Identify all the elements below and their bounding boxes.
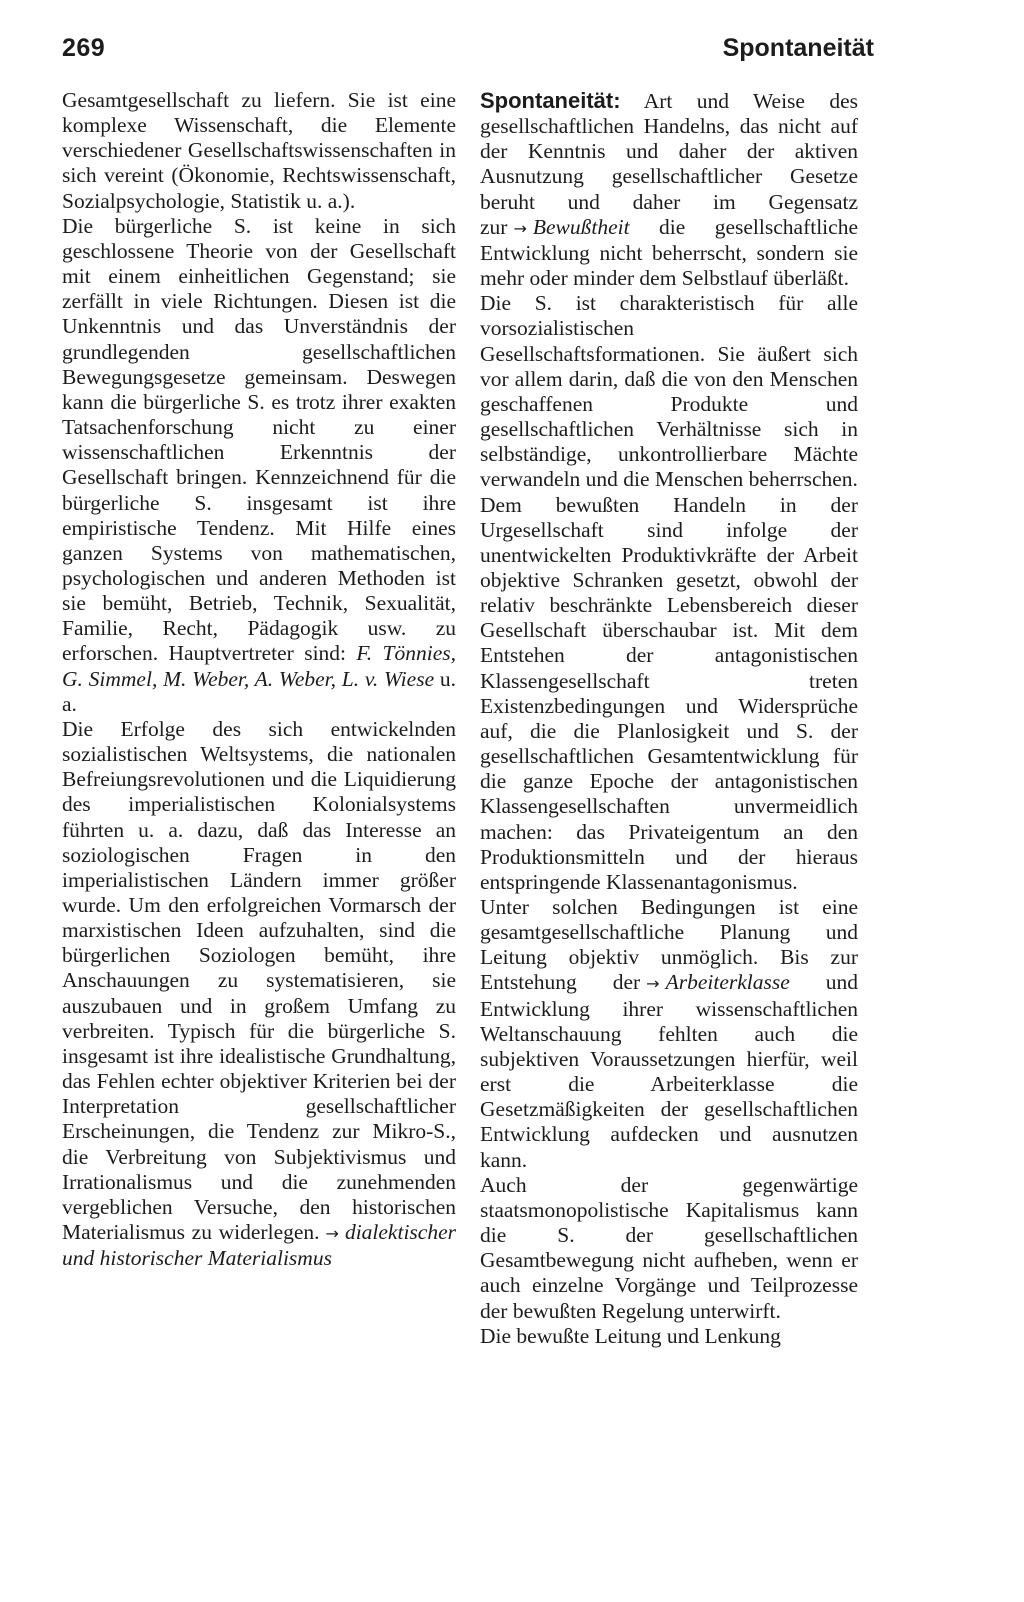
right-paragraph-5: Auch der gegenwärtige staatsmonopolistische Kapitalismus kann die S. der gesellschaftlichen Gesamtbewegung nicht aufheben, wenn er auch einzelne Vorgänge und Teilprozesse der bewußten Regelung unterwirft. [480,1172,858,1323]
left-paragraph-3-text: Die Erfolge des sich entwickelnden sozialistischen Weltsystems, die nationalen Befreiungsrevolutionen und die Liquidierung des imperialistischen Kolonialsystems führten u. a. dazu, daß das Interesse an soziologischen Fragen in den imperialistischen Ländern immer größer wurde. Um den erfolgreichen Vormarsch der marxistischen Ideen aufzuhalten, sind die bürgerlichen Soziologen bemüht, ihre Anschauungen zu systematisieren, sie auszubauen und in großem Umfang zu verbreiten. Typisch für die bürgerliche S. insgesamt ist ihre idealistische Grundhaltung, das Fehlen echter objektiver Kriterien bei der Interpretation gesellschaftlicher Erscheinungen, die Tendenz zur Mikro-S., die Verbreitung von Subjektivismus und Irrationalismus und die zunehmenden vergeblichen Versuche, den historischen Materialismus zu widerlegen. [62,716,456,1245]
main-representatives: F. Tönnies, G. Simmel, M. Weber, A. Weber, L. v. Wiese [62,641,457,691]
left-paragraph-2-end: u. a. [62,666,456,716]
cross-reference-arrow-icon: → [325,1224,339,1244]
running-head: Spontaneität [722,34,874,62]
right-paragraph-4a: Unter solchen Bedingungen ist eine gesamtgesellschaftliche Planung und Leitung objektiv unmöglich. Bis zur Entstehung der [480,895,858,995]
right-paragraph-1b: die gesellschaftliche Entwicklung nicht beherrscht, sondern sie mehr oder minder dem Selbstlauf überläßt. [480,214,858,291]
cross-reference-arrow-icon: → [513,218,527,238]
right-column [480,88,858,1349]
right-paragraph-3: Dem bewußten Handeln in der Urgesellschaft sind infolge der unentwickelten Produktivkräfte der Arbeit objektive Schranken gesetzt, obwohl der relativ beschränkte Lebensbereich dieser Gesellschaft überschaubar ist. Mit dem Entstehen der antagonistischen Klassengesellschaft treten Existenzbedingungen und Widersprüche auf, die die Planlosigkeit und S. der gesellschaftlichen Gesamtentwicklung für die ganze Epoche der antagonistischen Klassengesellschaften unvermeidlich machen: das Privateigentum an den Produktionsmitteln und der hieraus entspringende Klassenantagonismus. [480,492,858,894]
right-paragraph-4b: und Entwicklung ihrer wissenschaftlichen Weltanschauung fehlten auch die subjektiven Voraussetzungen hierfür, weil erst die Arbeiterklasse die Gesetzmäßigkeiten der gesellschaftlichen Entwicklung aufdecken und ausnutzen kann. [480,970,858,1172]
left-paragraph-3 [62,717,456,1271]
cross-reference-arrow-icon: → [646,974,660,994]
right-paragraph-1 [480,88,858,291]
entry-term: Spontaneität: [480,88,621,113]
right-paragraph-2: Die S. ist charakteristisch für alle vorsozialistischen Gesellschaftsformationen. Sie äußert sich vor allem darin, daß die von den Menschen geschaffenen Produkte und gesellschaftlichen Verhältnisse sich in selbständige, unkontrollierbare Mächte verwandeln und die Menschen beherrschen. [480,291,858,492]
right-paragraph-4 [480,895,858,1173]
right-paragraph-1a: Art und Weise des gesellschaftlichen Handelns, das nicht auf der Kenntnis und daher der aktiven Ausnutzung gesellschaftlicher Gesetze beruht und daher im Gegensatz zur [480,89,858,239]
page-number: 269 [62,34,106,62]
cross-reference-arbeiterklasse[interactable]: Arbeiterklasse [665,970,790,995]
cross-reference-bewusstheit[interactable]: Bewußtheit [532,214,630,239]
left-column [62,88,456,1271]
left-paragraph-1: Gesamtgesellschaft zu liefern. Sie ist eine komplexe Wissenschaft, die Elemente verschiedener Gesellschaftswissenschaften in sich vereint (Ökonomie, Rechtswissenschaft, Sozialpsychologie, Statistik u. a.). [62,88,456,213]
left-paragraph-2-text: Die bürgerliche S. ist keine in sich geschlossene Theorie von der Gesellschaft mit einem einheitlichen Gegenstand; sie zerfällt in viele Richtungen. Diesen ist die Unkenntnis und das Unverständnis der grundlegenden gesellschaftlichen Bewegungsgesetze gemeinsam. Deswegen kann die bürgerliche S. es trotz ihrer exakten Tatsachenforschung nicht zu einer wissenschaftlichen Erkenntnis der Gesellschaft bringen. Kennzeichnend für die bürgerliche S. insgesamt ist ihre empiristische Tendenz. Mit Hilfe eines ganzen Systems von mathematischen, psychologischen und anderen Methoden ist sie bemüht, Betrieb, Technik, Sexualität, Familie, Recht, Pädagogik usw. zu erforschen. Hauptvertreter sind: [62,213,456,666]
right-paragraph-6: Die bewußte Leitung und Lenkung [480,1323,781,1348]
left-paragraph-2 [62,214,456,717]
cross-reference-dialectical-materialism[interactable]: dialektischer und historischer Materialismus [62,1220,456,1271]
